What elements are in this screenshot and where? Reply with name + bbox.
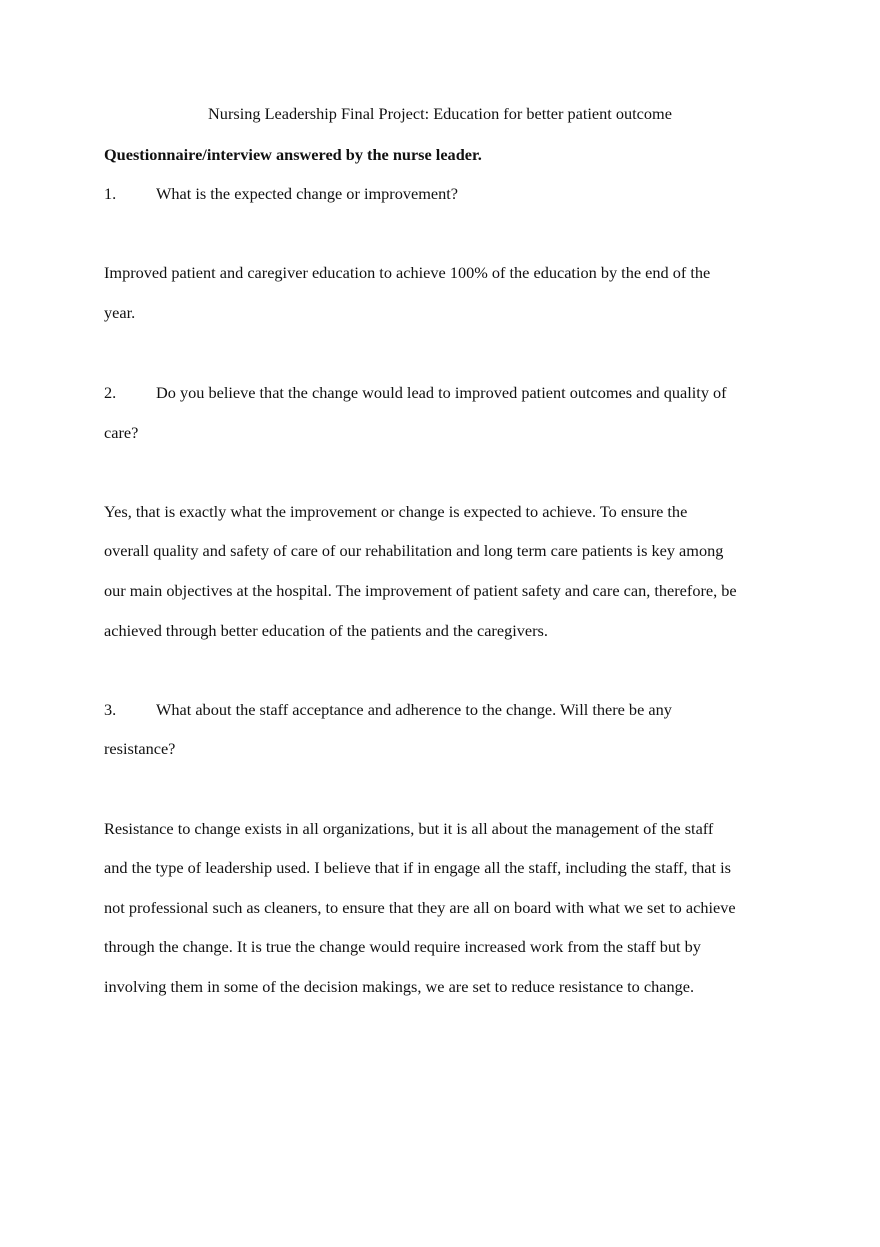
answer-1-line-2: year.: [104, 303, 136, 322]
answer-1-line-1: Improved patient and caregiver education to achieve 100% of the education by the end of the: [104, 263, 711, 282]
question-2-number: 2.: [104, 383, 117, 402]
answer-3-line-2: and the type of leadership used. I believe that if in engage all the staff, including the staff, that is: [104, 858, 731, 877]
answer-3-line-3: not professional such as cleaners, to ensure that they are all on board with what we set to achieve: [104, 898, 736, 917]
question-1-line-1: What is the expected change or improvement?: [156, 184, 458, 203]
question-1-number: 1.: [104, 184, 117, 203]
document-title: Nursing Leadership Final Project: Education for better patient outcome: [208, 104, 672, 123]
answer-2-line-2: overall quality and safety of care of our rehabilitation and long term care patients is key among: [104, 541, 724, 560]
answer-2-line-1: Yes, that is exactly what the improvement or change is expected to achieve. To ensure the: [104, 502, 688, 521]
question-3-line-2: resistance?: [104, 739, 176, 758]
answer-2-line-4: achieved through better education of the patients and the caregivers.: [104, 621, 548, 640]
answer-2-line-3: our main objectives at the hospital. The improvement of patient safety and care can, therefore, be: [104, 581, 737, 600]
answer-3-line-4: through the change. It is true the change would require increased work from the staff but by: [104, 937, 701, 956]
question-2-line-2: care?: [104, 423, 139, 442]
question-3-line-1: What about the staff acceptance and adherence to the change. Will there be any: [156, 700, 672, 719]
question-3-number: 3.: [104, 700, 117, 719]
answer-3-line-1: Resistance to change exists in all organizations, but it is all about the management of the staff: [104, 819, 714, 838]
question-2-line-1: Do you believe that the change would lead to improved patient outcomes and quality of: [156, 383, 727, 402]
answer-3-line-5: involving them in some of the decision makings, we are set to reduce resistance to change.: [104, 977, 695, 996]
section-heading: Questionnaire/interview answered by the nurse leader.: [104, 145, 482, 164]
